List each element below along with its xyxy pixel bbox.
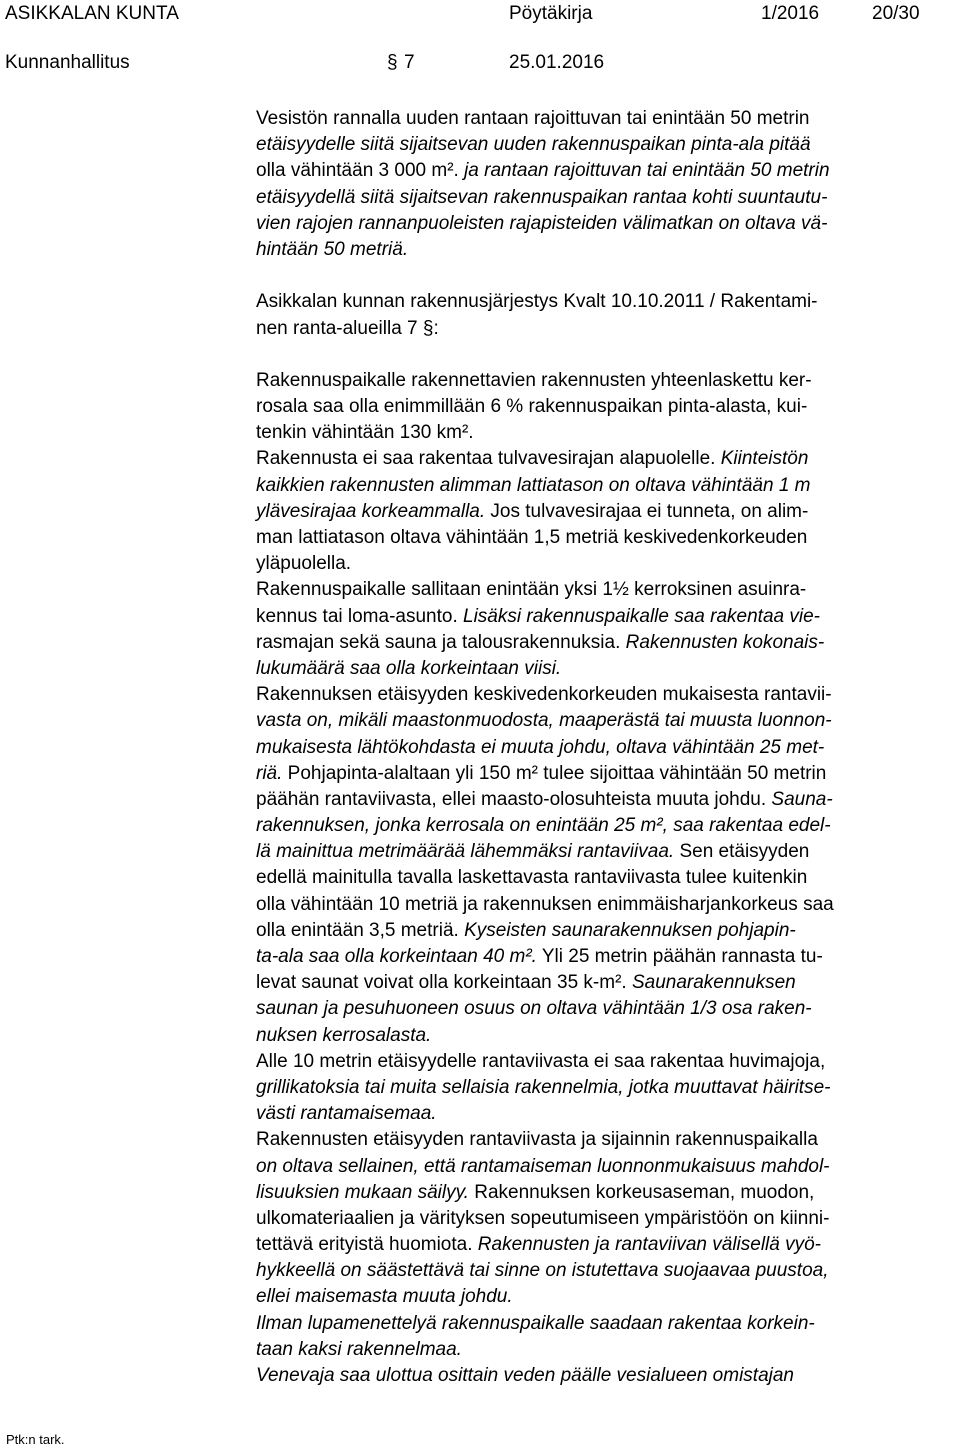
- text-segment: riä.: [256, 762, 283, 784]
- org-name: ASIKKALAN KUNTA: [5, 3, 179, 24]
- text-line: [256, 1127, 946, 1153]
- section-sign-icon: §: [387, 52, 398, 73]
- text-line: [256, 499, 946, 525]
- text-line: [256, 1049, 946, 1075]
- reference-line: Asikkalan kunnan rakennusjärjestys Kvalt 10.10.2011 / Rakentami-: [256, 291, 818, 313]
- text-segment: vien rajojen rannanpuoleisten rajapisteiden välimatkan on oltava vä-: [256, 212, 828, 234]
- text-line: [256, 473, 946, 499]
- text-segment: Rakennusten ja rantaviivan välisellä vyö-: [472, 1234, 822, 1256]
- reference-heading: [256, 289, 946, 341]
- text-segment: grillikatoksia tai muita sellaisia rakennelmia, jotka muuttavat häiritse-: [256, 1076, 831, 1098]
- text-line: [256, 839, 946, 865]
- text-line: [256, 1180, 946, 1206]
- text-segment: rosala saa olla enimmillään 6 % rakennuspaikan pinta-alasta, kui-: [256, 396, 808, 418]
- text-segment: Rakennuksen etäisyyden keskivedenkorkeuden mukaisesta rantavii-: [256, 684, 832, 706]
- text-segment: päähän rantaviivasta, ellei maasto-olosuhteista muuta johdu.: [256, 788, 767, 810]
- text-line: [256, 368, 946, 394]
- text-segment: hykkeellä on säästettävä tai sinne on istutettava suojaavaa puustoa,: [256, 1260, 829, 1282]
- text-line: [256, 185, 946, 211]
- paragraph-2: [256, 368, 946, 1389]
- text-line: [256, 996, 946, 1022]
- page-number: 20/30: [872, 3, 920, 24]
- text-line: [256, 1154, 946, 1180]
- text-segment: ta-ala saa olla korkeintaan 40 m².: [256, 946, 537, 967]
- document-body: [256, 106, 946, 1389]
- text-segment: Rakennuksen korkeusaseman, muodon,: [468, 1181, 815, 1203]
- text-line: [256, 1284, 946, 1310]
- text-line: [256, 813, 946, 839]
- text-segment: Kyseisten saunarakennuksen pohjapin-: [458, 919, 796, 941]
- section-number-value: 7: [404, 52, 415, 73]
- text-line: [256, 211, 946, 237]
- text-segment: tenkin vähintään 130 km².: [256, 422, 474, 444]
- footer-note: Ptk:n tark.: [6, 1432, 65, 1447]
- text-line: [256, 1075, 946, 1101]
- text-line: [256, 158, 946, 184]
- text-segment: tettävä erityistä huomiota.: [256, 1234, 473, 1256]
- reference-line: nen ranta-alueilla 7 §:: [256, 317, 439, 339]
- text-segment: mukaisesta lähtökohdasta ei muuta johdu, oltava vähintään 25 met-: [256, 736, 825, 758]
- text-segment: Rakennuspaikalle sallitaan enintään yksi 1½ kerroksinen asuinra-: [256, 579, 807, 601]
- text-line: [256, 420, 946, 446]
- text-line: [256, 1232, 946, 1258]
- text-line: [256, 446, 946, 472]
- text-line: [256, 1337, 946, 1363]
- text-segment: västi rantamaisemaa.: [256, 1103, 437, 1125]
- text-line: [256, 1206, 946, 1232]
- protocol-number: 1/2016: [761, 3, 820, 24]
- text-line: [256, 1311, 946, 1337]
- text-line: [256, 761, 946, 787]
- text-line: [256, 656, 946, 682]
- text-line: [256, 708, 946, 734]
- text-segment: Rakennuspaikalle rakennettavien rakennusten yhteenlaskettu ker-: [256, 369, 812, 391]
- text-line: [256, 944, 946, 970]
- text-segment: hintään 50 metriä.: [256, 238, 409, 260]
- text-line: [256, 1101, 946, 1127]
- text-segment: Sauna-: [766, 788, 833, 810]
- meeting-date: 25.01.2016: [509, 52, 605, 73]
- text-segment: yläpuolella.: [256, 553, 352, 575]
- text-segment: kennus tai loma-asunto.: [256, 605, 458, 627]
- text-line: [256, 1363, 946, 1389]
- text-segment: etäisyydellä siitä sijaitsevan rakennuspaikan rantaa kohti suuntautu-: [256, 186, 828, 208]
- section-number: [387, 52, 398, 74]
- text-segment: levat saunat voivat olla korkeintaan 35 k-m².: [256, 972, 627, 994]
- text-segment: ylävesirajaa korkeammalla.: [256, 500, 486, 522]
- text-line: [256, 1258, 946, 1284]
- text-segment: vasta on, mikäli maastonmuodosta, maaperästä tai muusta luonnon-: [256, 710, 832, 732]
- text-line: [256, 918, 946, 944]
- text-segment: rasmajan sekä sauna ja talousrakennuksia.: [256, 631, 621, 653]
- text-segment: Yli 25 metrin päähän rannasta tu-: [536, 946, 823, 967]
- text-line: [256, 237, 946, 263]
- text-segment: on oltava sellainen, että rantamaiseman luonnonmukaisuus mahdol-: [256, 1155, 830, 1177]
- text-segment: olla vähintään 10 metriä ja rakennuksen enimmäisharjankorkeus saa: [256, 893, 834, 915]
- text-line: [256, 577, 946, 603]
- text-segment: Rakennusten etäisyyden rantaviivasta ja sijainnin rakennuspaikalla: [256, 1129, 818, 1151]
- text-segment: ja rantaan rajoittuvan tai enintään 50 metrin: [458, 160, 830, 182]
- text-segment: ulkomateriaalien ja värityksen sopeutumiseen ympäristöön on kiinni-: [256, 1207, 830, 1229]
- text-line: [256, 132, 946, 158]
- text-segment: nuksen kerrosalasta.: [256, 1024, 432, 1046]
- text-segment: lisuuksien mukaan säilyy.: [256, 1181, 469, 1203]
- text-segment: lukumäärä saa olla korkeintaan viisi.: [256, 657, 562, 679]
- text-segment: Pohjapinta-alaltaan yli 150 m² tulee sijoittaa vähintään 50 metrin: [282, 762, 827, 784]
- text-segment: Lisäksi rakennuspaikalle saa rakentaa vie-: [457, 605, 820, 627]
- text-segment: saunan ja pesuhuoneen osuus on oltava vähintään 1/3 osa raken-: [256, 998, 812, 1020]
- text-segment: rakennuksen, jonka kerrosala on enintään 25 m², saa rakentaa edel-: [256, 815, 831, 837]
- document-type: Pöytäkirja: [509, 3, 593, 24]
- text-segment: etäisyydelle siitä sijaitsevan uuden rakennuspaikan pinta-ala pitää: [256, 134, 811, 156]
- text-line: [256, 551, 946, 577]
- text-segment: olla vähintään 3 000 m².: [256, 160, 459, 182]
- text-segment: Jos tulvavesirajaa ei tunneta, on alim-: [485, 500, 809, 522]
- text-line: [256, 525, 946, 551]
- text-segment: olla enintään 3,5 metriä.: [256, 919, 459, 941]
- text-segment: Saunarakennuksen: [626, 972, 796, 994]
- text-line: [256, 394, 946, 420]
- text-line: [256, 106, 946, 132]
- text-line: [256, 865, 946, 891]
- text-segment: taan kaksi rakennelmaa.: [256, 1338, 462, 1360]
- text-segment: ellei maisemasta muuta johdu.: [256, 1286, 513, 1308]
- text-segment: man lattiatason oltava vähintään 1,5 metriä keskivedenkorkeuden: [256, 527, 808, 548]
- text-line: [256, 1023, 946, 1049]
- text-line: [256, 892, 946, 918]
- text-line: [256, 630, 946, 656]
- text-segment: Vesistön rannalla uuden rantaan rajoittuvan tai enintään 50 metrin: [256, 108, 810, 129]
- text-line: [256, 682, 946, 708]
- text-segment: Alle 10 metrin etäisyydelle rantaviivasta ei saa rakentaa huvimajoja,: [256, 1050, 826, 1072]
- text-segment: Rakennusta ei saa rakentaa tulvavesirajan alapuolelle.: [256, 448, 716, 470]
- text-segment: Sen etäisyyden: [674, 841, 810, 863]
- text-segment: edellä mainitulla tavalla laskettavasta rantaviivasta tulee kuitenkin: [256, 867, 808, 889]
- text-line: [256, 604, 946, 630]
- text-segment: Kiinteistön: [715, 448, 809, 470]
- text-segment: Ilman lupamenettelyä rakennuspaikalle saadaan rakentaa korkein-: [256, 1312, 815, 1334]
- text-line: [256, 735, 946, 761]
- body-name: Kunnanhallitus: [5, 52, 130, 73]
- text-line: [256, 787, 946, 813]
- text-segment: kaikkien rakennusten alimman lattiatason on oltava vähintään 1 m: [256, 474, 811, 496]
- paragraph-1: [256, 106, 946, 263]
- text-segment: Venevaja saa ulottua osittain veden päälle vesialueen omistajan: [256, 1365, 794, 1386]
- text-line: [256, 970, 946, 996]
- text-segment: Rakennusten kokonais-: [620, 631, 825, 653]
- text-segment: lä mainittua metrimäärää lähemmäksi rantaviivaa.: [256, 841, 675, 863]
